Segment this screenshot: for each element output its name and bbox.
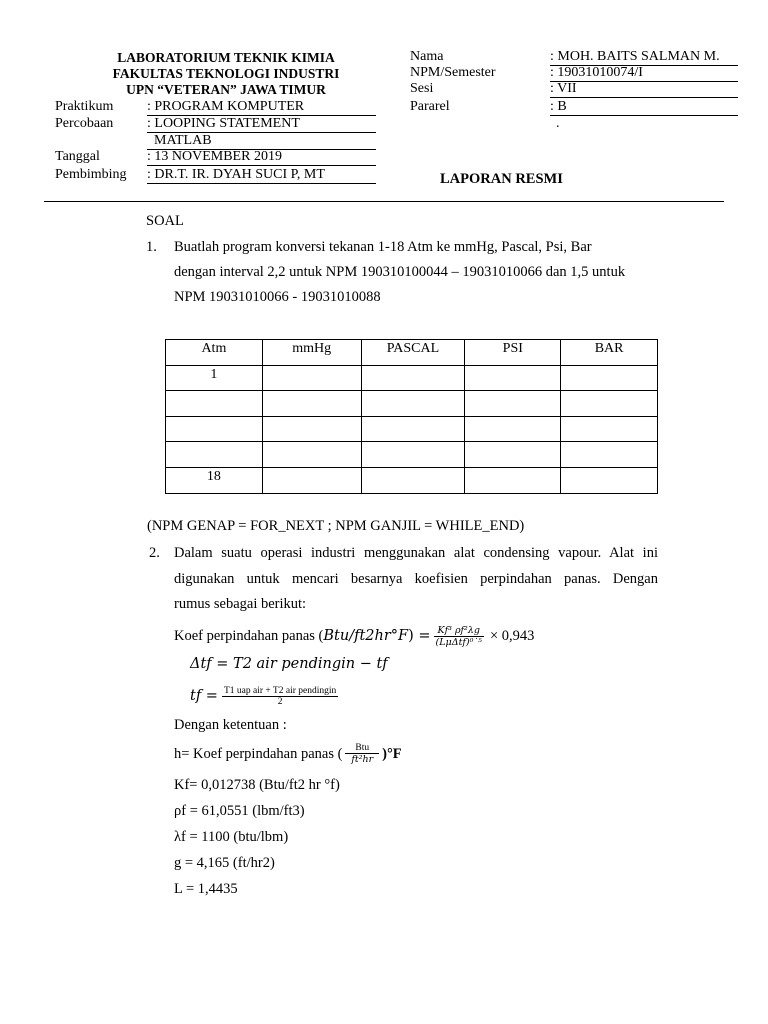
university-name: UPN “VETERAN” JAWA TIMUR <box>126 82 326 97</box>
section-title: SOAL <box>146 213 184 229</box>
table-row <box>166 391 658 417</box>
header-divider <box>44 201 724 202</box>
nama-label: Nama <box>410 49 444 64</box>
col-header-mmhg: mmHg <box>262 340 361 366</box>
table-cell <box>465 442 561 468</box>
npm-note: (NPM GENAP = FOR_NEXT ; NPM GANJIL = WHILE_END) <box>147 518 525 534</box>
h-definition-prefix: h= Koef perpindahan panas ( <box>174 745 343 762</box>
q1-line-2: dengan interval 2,2 untuk NPM 190310100044 – 19031010066 dan 1,5 untuk <box>174 264 626 280</box>
pararel-label: Pararel <box>410 99 450 114</box>
formula-delta-tf: Δtf = T2 air pendingin − tf <box>190 656 388 672</box>
table-cell <box>465 467 561 493</box>
table-cell <box>561 391 658 417</box>
q1-number: 1. <box>146 239 157 255</box>
npm-label: NPM/Semester <box>410 65 496 80</box>
percobaan-value-cont: MATLAB <box>147 133 376 150</box>
table-cell <box>361 365 465 391</box>
table-cell <box>166 442 263 468</box>
param-l: L = 1,4435 <box>174 881 238 897</box>
q1-line-3: NPM 19031010066 - 19031010088 <box>174 289 381 305</box>
faculty-name: FAKULTAS TEKNOLOGI INDUSTRI <box>112 66 340 81</box>
table-cell <box>361 467 465 493</box>
table-cell <box>561 442 658 468</box>
table-row <box>166 442 658 468</box>
col-header-psi: PSI <box>465 340 561 366</box>
param-rho-f: ρf = 61,0551 (lbm/ft3) <box>174 803 305 819</box>
q2-number: 2. <box>149 545 160 561</box>
h-definition <box>174 738 402 770</box>
col-header-atm: Atm <box>166 340 263 366</box>
praktikum-value: : PROGRAM KOMPUTER <box>147 99 376 116</box>
formula-koef-prefix: Koef perpindahan panas ( <box>174 627 324 644</box>
q2-line-3: rumus sebagai berikut: <box>174 596 307 612</box>
table-row <box>166 365 658 391</box>
table-cell <box>262 416 361 442</box>
table-cell <box>361 391 465 417</box>
table-cell <box>561 467 658 493</box>
lab-name: LABORATORIUM TEKNIK KIMIA <box>117 50 335 65</box>
tanggal-label: Tanggal <box>55 149 100 164</box>
nama-value: : MOH. BAITS SALMAN M. <box>550 49 738 66</box>
table-cell <box>361 442 465 468</box>
tanggal-value: : 13 NOVEMBER 2019 <box>147 149 376 166</box>
formula-koef-unit: Btu/ft2hr°F <box>323 628 409 644</box>
table-cell: 1 <box>166 365 263 391</box>
conversion-table <box>165 339 658 494</box>
formula-koef-numerator: Kf³ ρf²λg <box>434 625 484 637</box>
table-cell <box>561 416 658 442</box>
table-cell <box>361 416 465 442</box>
formula-tf-numerator: T1 uap air + T2 air pendingin <box>223 685 337 696</box>
formula-tf <box>190 680 338 712</box>
q1-line-1: Buatlah program konversi tekanan 1-18 Atm ke mmHg, Pascal, Psi, Bar <box>174 239 592 255</box>
param-lambda-f: λf = 1100 (btu/lbm) <box>174 829 289 845</box>
q2-line-2: digunakan untuk mencari besarnya koefisien perpindahan panas. Dengan <box>174 571 658 587</box>
formula-koef-eq: ) = <box>408 628 431 644</box>
praktikum-label: Praktikum <box>55 99 114 114</box>
formula-koef-fraction <box>434 625 484 648</box>
h-unit-denominator: ft²hr <box>351 754 374 765</box>
h-unit-fraction <box>345 743 379 765</box>
formula-tf-lhs: tf = <box>190 688 218 704</box>
table-row <box>166 416 658 442</box>
formula-koef <box>174 619 534 653</box>
param-g: g = 4,165 (ft/hr2) <box>174 855 275 871</box>
formula-koef-suffix: × 0,943 <box>489 627 535 644</box>
percobaan-value: : LOOPING STATEMENT <box>147 116 376 133</box>
table-cell <box>262 442 361 468</box>
pararel-value: : B <box>550 99 738 116</box>
table-header-row <box>166 340 658 366</box>
h-unit-numerator: Btu <box>345 743 379 754</box>
table-cell <box>561 365 658 391</box>
table-cell <box>262 467 361 493</box>
formula-tf-fraction <box>222 686 338 707</box>
table-cell <box>166 391 263 417</box>
blank-field-dot: . <box>556 116 560 131</box>
formula-tf-denominator: 2 <box>277 696 283 707</box>
table-cell <box>166 416 263 442</box>
table-cell: 18 <box>166 467 263 493</box>
ketentuan-label: Dengan ketentuan : <box>174 717 287 733</box>
table-cell <box>465 365 561 391</box>
pembimbing-value: : DR.T. IR. DYAH SUCI P, MT <box>147 167 376 184</box>
table-cell <box>465 416 561 442</box>
col-header-bar: BAR <box>561 340 658 366</box>
table-cell <box>262 391 361 417</box>
q2-line-1: Dalam suatu operasi industri menggunakan alat condensing vapour. Alat ini <box>174 545 658 561</box>
sesi-label: Sesi <box>410 81 434 96</box>
percobaan-label: Percobaan <box>55 116 114 131</box>
sesi-value: : VII <box>550 81 738 98</box>
table-cell <box>262 365 361 391</box>
param-kf: Kf= 0,012738 (Btu/ft2 hr °f) <box>174 777 340 793</box>
h-definition-suffix: )°F <box>382 745 402 762</box>
npm-value: : 19031010074/I <box>550 65 738 82</box>
table-cell <box>465 391 561 417</box>
formula-koef-denominator: (LμΔtf)⁰˙⁵ <box>435 636 482 648</box>
col-header-pascal: PASCAL <box>361 340 465 366</box>
report-title: LAPORAN RESMI <box>440 171 563 187</box>
table-row <box>166 467 658 493</box>
pembimbing-label: Pembimbing <box>55 167 127 182</box>
